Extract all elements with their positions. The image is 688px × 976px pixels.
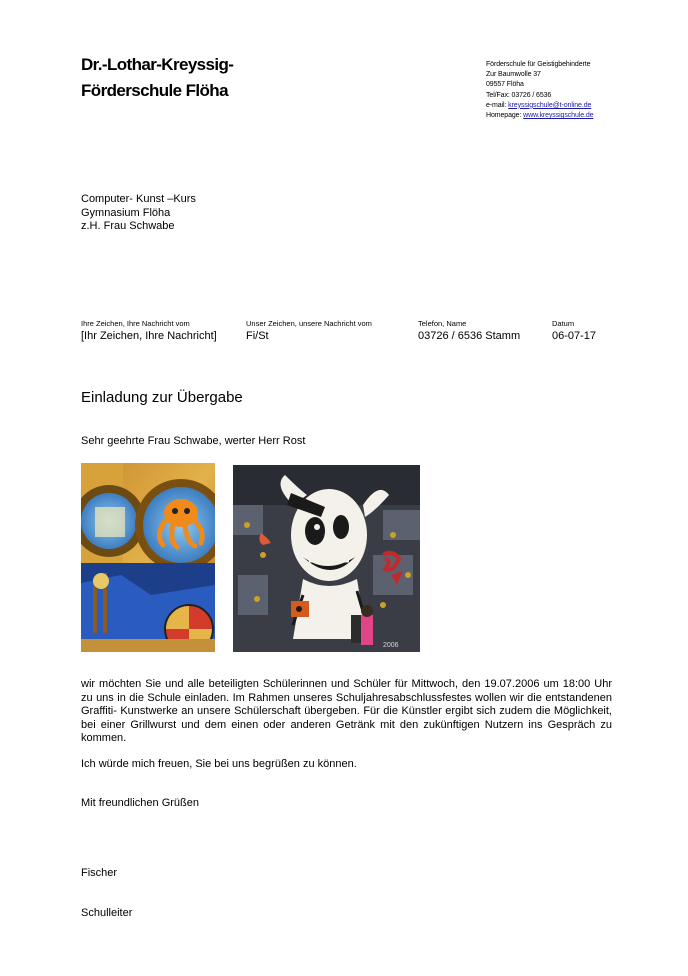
contact-line-city: 09557 Flöha bbox=[486, 81, 524, 89]
school-name-line2: Förderschule Flöha bbox=[81, 81, 228, 100]
signature-title: Schulleiter bbox=[81, 907, 133, 919]
letter-body bbox=[81, 678, 612, 771]
date-label: Datum bbox=[552, 319, 575, 328]
contact-line-email bbox=[486, 101, 593, 111]
contact-line-school-type: Förderschule für Geistigbehinderte bbox=[486, 61, 591, 68]
recipient-line3: z.H. Frau Schwabe bbox=[81, 220, 175, 232]
date-value: 06-07-17 bbox=[552, 330, 597, 342]
phone-label: Telefon, Name bbox=[418, 319, 467, 328]
signature-name: Fischer bbox=[81, 867, 118, 879]
your-ref-label: Ihre Zeichen, Ihre Nachricht vom bbox=[81, 319, 190, 328]
body-paragraph-1: wir möchten Sie und alle beteiligten Schülerinnen und Schüler für Mittwoch, den 19.07.2006 um 18:00 Uhr zu uns in die Schule einladen. Im Rahmen unseres Schuljahresabschlussfestes wollen wir die entstandenen Graffiti- Kunstwerke an unsere Schülerschaft übergeben. Für die Künstler ergibt sich zudem die Möglichkeit, bei einer Grillwurst und dem einen oder anderen Getränk mit den zukünftigen Nutzern ins Gespräch zu kommen. bbox=[81, 678, 612, 744]
our-ref-label: Unser Zeichen, unsere Nachricht vom bbox=[246, 319, 372, 328]
school-name bbox=[81, 52, 233, 104]
closing: Mit freundlichen Grüßen bbox=[81, 797, 199, 809]
recipient-address bbox=[81, 193, 196, 234]
body-paragraph-2: Ich würde mich freuen, Sie bei uns begrüßen zu können. bbox=[81, 757, 357, 770]
contact-line-street: Zur Baumwolle 37 bbox=[486, 71, 541, 79]
email-link[interactable]: kreyssigschule@t-online.de bbox=[508, 101, 592, 109]
photo-watermark: 2006 bbox=[383, 642, 399, 649]
your-ref-value: [Ihr Zeichen, Ihre Nachricht] bbox=[81, 330, 217, 342]
graffiti-photo-porthole bbox=[81, 463, 215, 652]
phone-value: 03726 / 6536 Stamm bbox=[418, 330, 521, 342]
contact-block bbox=[486, 60, 593, 121]
subject-heading: Einladung zur Übergabe bbox=[81, 389, 243, 406]
recipient-line1: Computer- Kunst –Kurs bbox=[81, 193, 196, 205]
contact-line-homepage bbox=[486, 111, 593, 121]
homepage-link[interactable]: www.kreyssigschule.de bbox=[523, 112, 594, 120]
recipient-line2: Gymnasium Flöha bbox=[81, 206, 171, 219]
contact-line-phone: Tel/Fax: 03726 / 6536 bbox=[486, 91, 552, 99]
homepage-label: Homepage: bbox=[486, 112, 522, 120]
salutation: Sehr geehrte Frau Schwabe, werter Herr Rost bbox=[81, 435, 306, 447]
graffiti-photo-character bbox=[233, 465, 420, 652]
school-name-line1: Dr.-Lothar-Kreyssig- bbox=[81, 55, 234, 74]
our-ref-value: Fi/St bbox=[246, 330, 269, 342]
email-label: e-mail: bbox=[486, 101, 507, 109]
